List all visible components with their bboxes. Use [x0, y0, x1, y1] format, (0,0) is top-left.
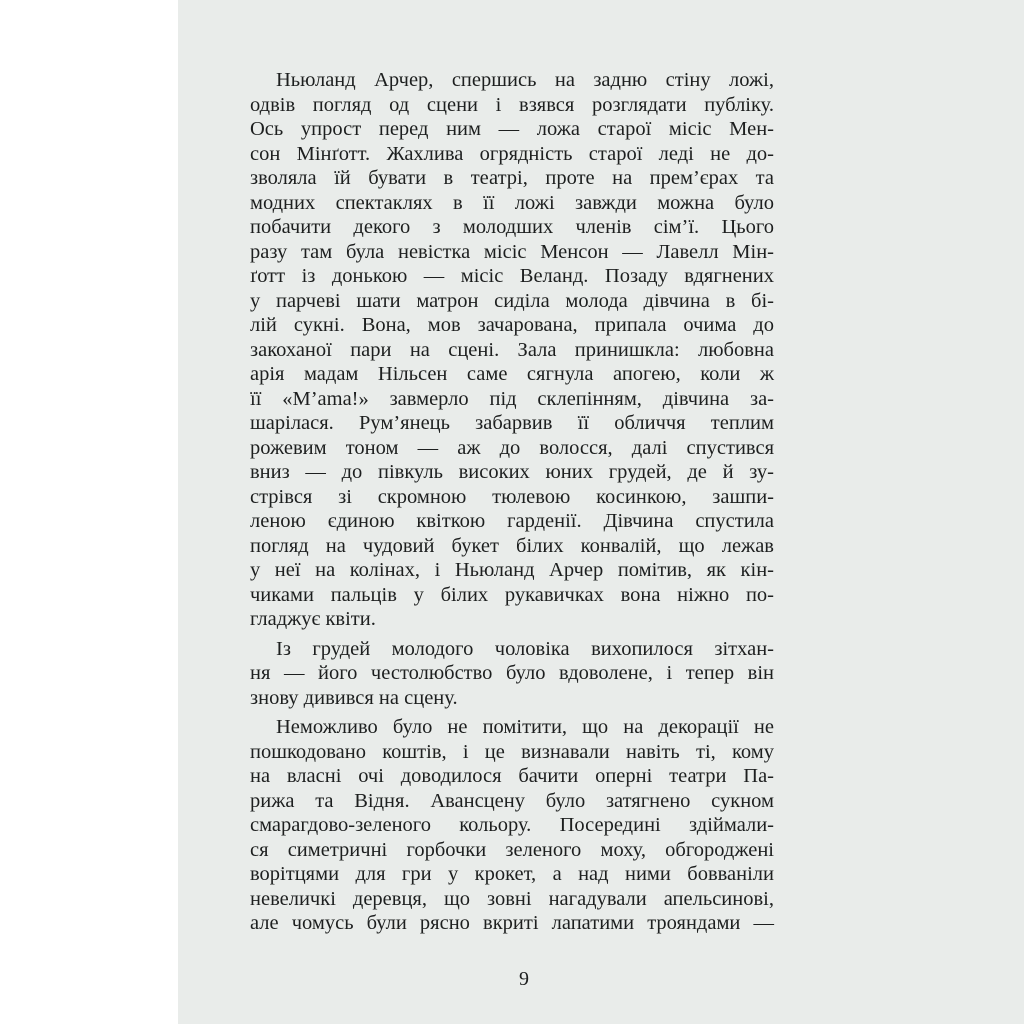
text-line: сон Мінґотт. Жахлива огрядність старої леді не до-	[250, 142, 774, 165]
text-line: ворітцями для гри у крокет, а над ними бовваніли	[250, 863, 774, 885]
paragraph	[250, 637, 774, 711]
paragraph	[250, 68, 774, 632]
paragraph	[250, 715, 774, 936]
text-line: невеличкі деревця, що зовні нагадували апельсинові,	[250, 887, 774, 910]
page-number: 9	[519, 968, 529, 990]
text-line: леною єдиною квіткою гарденії. Дівчина спустила	[250, 510, 774, 532]
text-line: ня — його честолюбство було вдоволене, і тепер він	[250, 662, 774, 684]
text-line: закоханої пари на сцені. Зала принишкла: любовна	[250, 338, 774, 361]
text-line: лій сукні. Вона, мов зачарована, припала очима до	[250, 314, 774, 336]
text-line: ся симетричні горбочки зеленого моху, обгороджені	[250, 838, 774, 861]
text-line: вниз — до півкуль високих юних грудей, де й зу-	[250, 461, 774, 483]
text-line: гладжує квіти.	[250, 608, 376, 630]
text-line: шарілася. Рум’янець забарвив її обличчя теплим	[250, 412, 774, 434]
text-line: Неможливо було не помітити, що на декорації не	[276, 716, 774, 738]
text-line: ґотт із донькою — місіс Веланд. Позаду вдягнених	[250, 265, 774, 287]
text-line: але чомусь були рясно вкриті лапатими трояндами —	[250, 912, 774, 934]
text-line: у парчеві шати матрон сиділа молода дівчина в бі-	[250, 289, 774, 312]
body-text	[250, 68, 774, 941]
text-line: Із грудей молодого чоловіка вихопилося зітхан-	[276, 637, 774, 660]
text-line: зволяла їй бувати в театрі, проте на прем’єрах та	[250, 167, 774, 189]
text-line: Ось упрост перед ним — ложа старої місіс Мен-	[250, 118, 774, 140]
text-line: рижа та Відня. Авансцену було затягнено сукном	[250, 789, 774, 812]
text-line: у неї на колінах, і Ньюланд Арчер помітив, як кін-	[250, 559, 774, 581]
text-line: модних спектаклях в її ложі завжди можна було	[250, 191, 774, 214]
text-line: смарагдово-зеленого кольору. Посередині здіймали-	[250, 814, 774, 836]
text-line: пошкодовано коштів, і це визнавали навіть ті, кому	[250, 740, 774, 763]
text-line: стрівся зі скромною тюлевою косинкою, зашпи-	[250, 485, 774, 508]
text-line: її «M’ama!» завмерло під склепінням, дівчина за-	[250, 387, 774, 410]
text-line: чиками пальців у білих рукавичках вона ніжно по-	[250, 583, 774, 606]
text-line: разу там була невістка місіс Менсон — Лавелл Мін-	[250, 240, 774, 263]
text-line: знову дивився на сцену.	[250, 686, 458, 709]
text-line: арія мадам Нільсен саме сягнула апогею, коли ж	[250, 363, 774, 385]
text-line: побачити декого з молодших членів сім’ї. Цього	[250, 216, 774, 238]
text-line: Ньюланд Арчер, спершись на задню стіну ложі,	[276, 69, 774, 91]
text-line: погляд на чудовий букет білих конвалій, що лежав	[250, 534, 774, 557]
text-line: рожевим тоном — аж до волосся, далі спустився	[250, 436, 774, 459]
text-line: на власні очі доводилося бачити оперні театри Па-	[250, 765, 774, 787]
text-line: одвів погляд од сцени і взявся розглядати публіку.	[250, 93, 774, 116]
